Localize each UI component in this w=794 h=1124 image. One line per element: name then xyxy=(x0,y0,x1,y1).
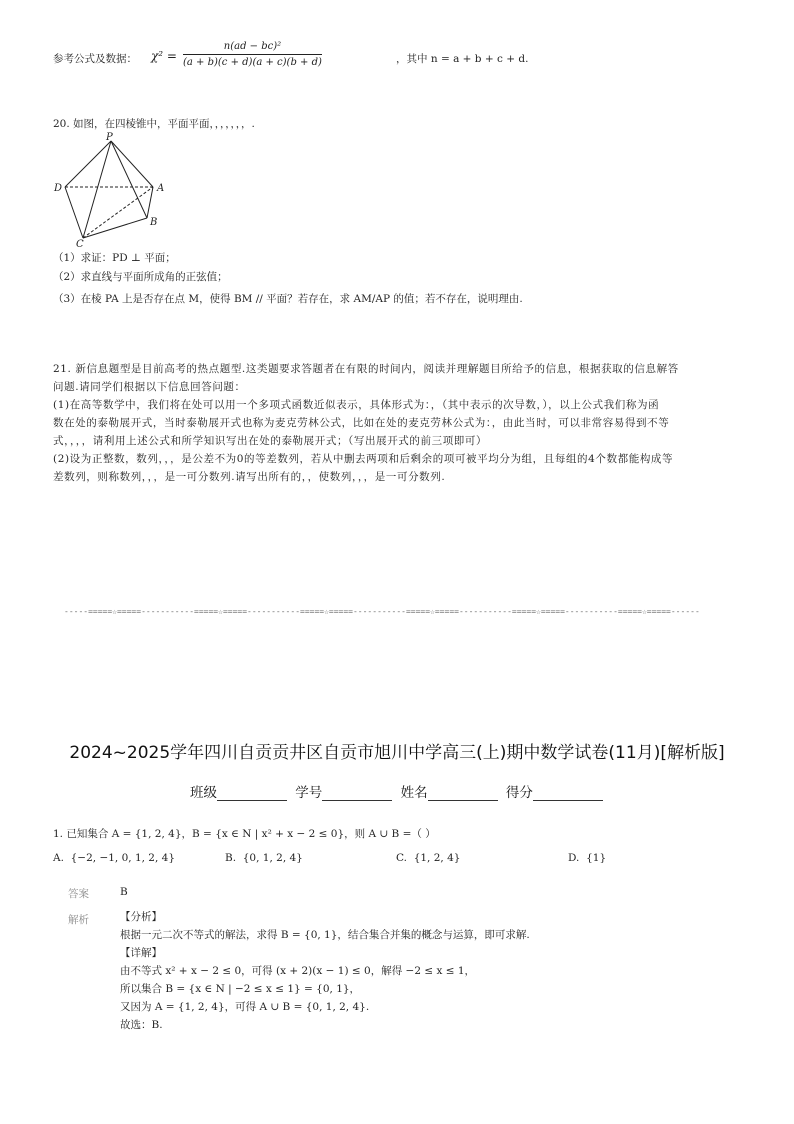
analysis-line: 根据一元二次不等式的解法，求得 B = {0, 1}，结合集合并集的概念与运算，即可求解. xyxy=(120,929,530,941)
answer-value: B xyxy=(120,886,128,898)
edge-ca-hidden xyxy=(83,187,153,238)
question-21-line: 差数列，则称数列，，，是一可分数列.请写出所有的，，使数列，，，是一可分数列. xyxy=(53,471,446,483)
analysis-line: 故选：B. xyxy=(120,1019,163,1031)
question-21-line: (2)设为正整数，数列，，，是公差不为0的等差数列，若从中删去两项和后剩余的项可被平均分为组，且每组的4个数都能构成等 xyxy=(53,453,674,465)
chi-square-symbol: χ² = xyxy=(151,49,177,63)
question-21-line: (1)在高等数学中，我们将在处可以用一个多项式函数近似表示，具体形式为：，（其中表示的次导数，），以上公式我们称为函 xyxy=(53,399,660,411)
page-title: 2024~2025学年四川自贡贡井区自贡市旭川中学高三(上)期中数学试卷(11月)[解析版] xyxy=(69,743,725,763)
option-b xyxy=(225,852,303,864)
field-number-label: 学号 xyxy=(295,785,323,801)
question-20-stem: 20. 如图，在四棱锥中，平面平面，，，，，，，. xyxy=(53,118,255,130)
vertex-label-b: B xyxy=(150,217,158,228)
option-c-letter: C. xyxy=(396,852,407,864)
question-20-part-3: （3）在棱 PA 上是否存在点 M，使得 BM // 平面？若存在，求 AM/AP 的值；若不存在，说明理由. xyxy=(53,293,523,305)
section-divider: -----=====☆=====-----------=====☆=====-----------=====☆=====-----------=====☆=====-----------=====☆=====-----------=====☆=====------ xyxy=(64,607,700,616)
field-class-blank[interactable] xyxy=(217,786,287,801)
edge-cb xyxy=(83,218,147,238)
field-name-blank[interactable] xyxy=(428,786,498,801)
analysis-line: 所以集合 B = {x ∈ N | −2 ≤ x ≤ 1} = {0, 1}， xyxy=(120,983,361,995)
question-1-stem: 1. 已知集合 A = {1, 2, 4}，B = {x ∈ N | x² + x − 2 ≤ 0}，则 A ∪ B =（ ） xyxy=(53,828,436,840)
chi-square-fraction xyxy=(183,40,322,71)
question-21-line: 21. 新信息题型是目前高考的热点题型.这类题要求答题者在有限的时间内，阅读并理解题目所给予的信息，根据获取的信息解答 xyxy=(53,363,679,375)
vertex-label-a: A xyxy=(157,183,165,194)
analysis-line: 【详解】 xyxy=(120,947,162,959)
option-c xyxy=(396,852,460,864)
question-21-line: 数在处的泰勒展开式，当时泰勒展开式也称为麦克劳林公式，比如在处的麦克劳林公式为：，由此当时，可以非常容易得到不等 xyxy=(53,417,670,429)
option-d xyxy=(568,852,606,864)
reference-formula xyxy=(53,40,773,76)
analysis-line: 又因为 A = {1, 2, 4}，可得 A ∪ B = {0, 1, 2, 4}. xyxy=(120,1001,370,1013)
reference-tail: ，其中 n = a + b + c + d. xyxy=(396,53,529,65)
reference-label: 参考公式及数据： xyxy=(53,53,137,65)
fraction-denominator: (a + b)(c + d)(a + c)(b + d) xyxy=(183,57,322,68)
question-21 xyxy=(53,360,743,486)
vertex-label-d: D xyxy=(54,183,63,194)
edge-ba xyxy=(147,187,153,218)
vertex-label-p: P xyxy=(106,132,113,143)
option-a-text: {−2, −1, 0, 1, 2, 4} xyxy=(70,852,176,864)
option-d-text: {1} xyxy=(586,852,607,864)
question-1-options xyxy=(53,852,753,870)
edge-pa xyxy=(111,141,153,187)
analysis-line: 由不等式 x² + x − 2 ≤ 0，可得 (x + 2)(x − 1) ≤ 0，解得 −2 ≤ x ≤ 1， xyxy=(120,965,476,977)
field-score-label: 得分 xyxy=(505,785,533,801)
edge-dc xyxy=(65,187,83,238)
analysis-line: 【分析】 xyxy=(120,911,162,923)
field-number-blank[interactable] xyxy=(322,786,392,801)
analysis-label: 解析 xyxy=(68,914,89,926)
field-class-label: 班级 xyxy=(190,785,217,801)
option-a-letter: A. xyxy=(53,852,64,864)
vertex-label-c: C xyxy=(76,239,84,248)
answer-label: 答案 xyxy=(68,888,89,900)
pyramid-figure xyxy=(53,130,173,248)
fraction-numerator: n(ad − bc)² xyxy=(183,40,322,55)
field-name-label: 姓名 xyxy=(400,785,428,801)
question-20-part-1: （1）求证：PD ⊥ 平面； xyxy=(53,252,176,264)
option-c-text: {1, 2, 4} xyxy=(413,852,461,864)
edge-pb xyxy=(111,141,147,218)
analysis-body xyxy=(120,908,740,1034)
option-b-letter: B. xyxy=(225,852,237,864)
field-score-blank[interactable] xyxy=(533,786,603,801)
question-20-part-2: （2）求直线与平面所成角的正弦值； xyxy=(53,271,228,283)
student-info-fields xyxy=(190,781,620,801)
option-d-letter: D. xyxy=(568,852,580,864)
option-b-text: {0, 1, 2, 4} xyxy=(242,852,303,864)
question-21-line: 式，，，，请利用上述公式和所学知识写出在处的泰勒展开式；（写出展开式的前三项即可） xyxy=(53,435,488,447)
question-21-line: 问题.请同学们根据以下信息回答问题： xyxy=(53,381,246,393)
option-a xyxy=(53,852,175,864)
